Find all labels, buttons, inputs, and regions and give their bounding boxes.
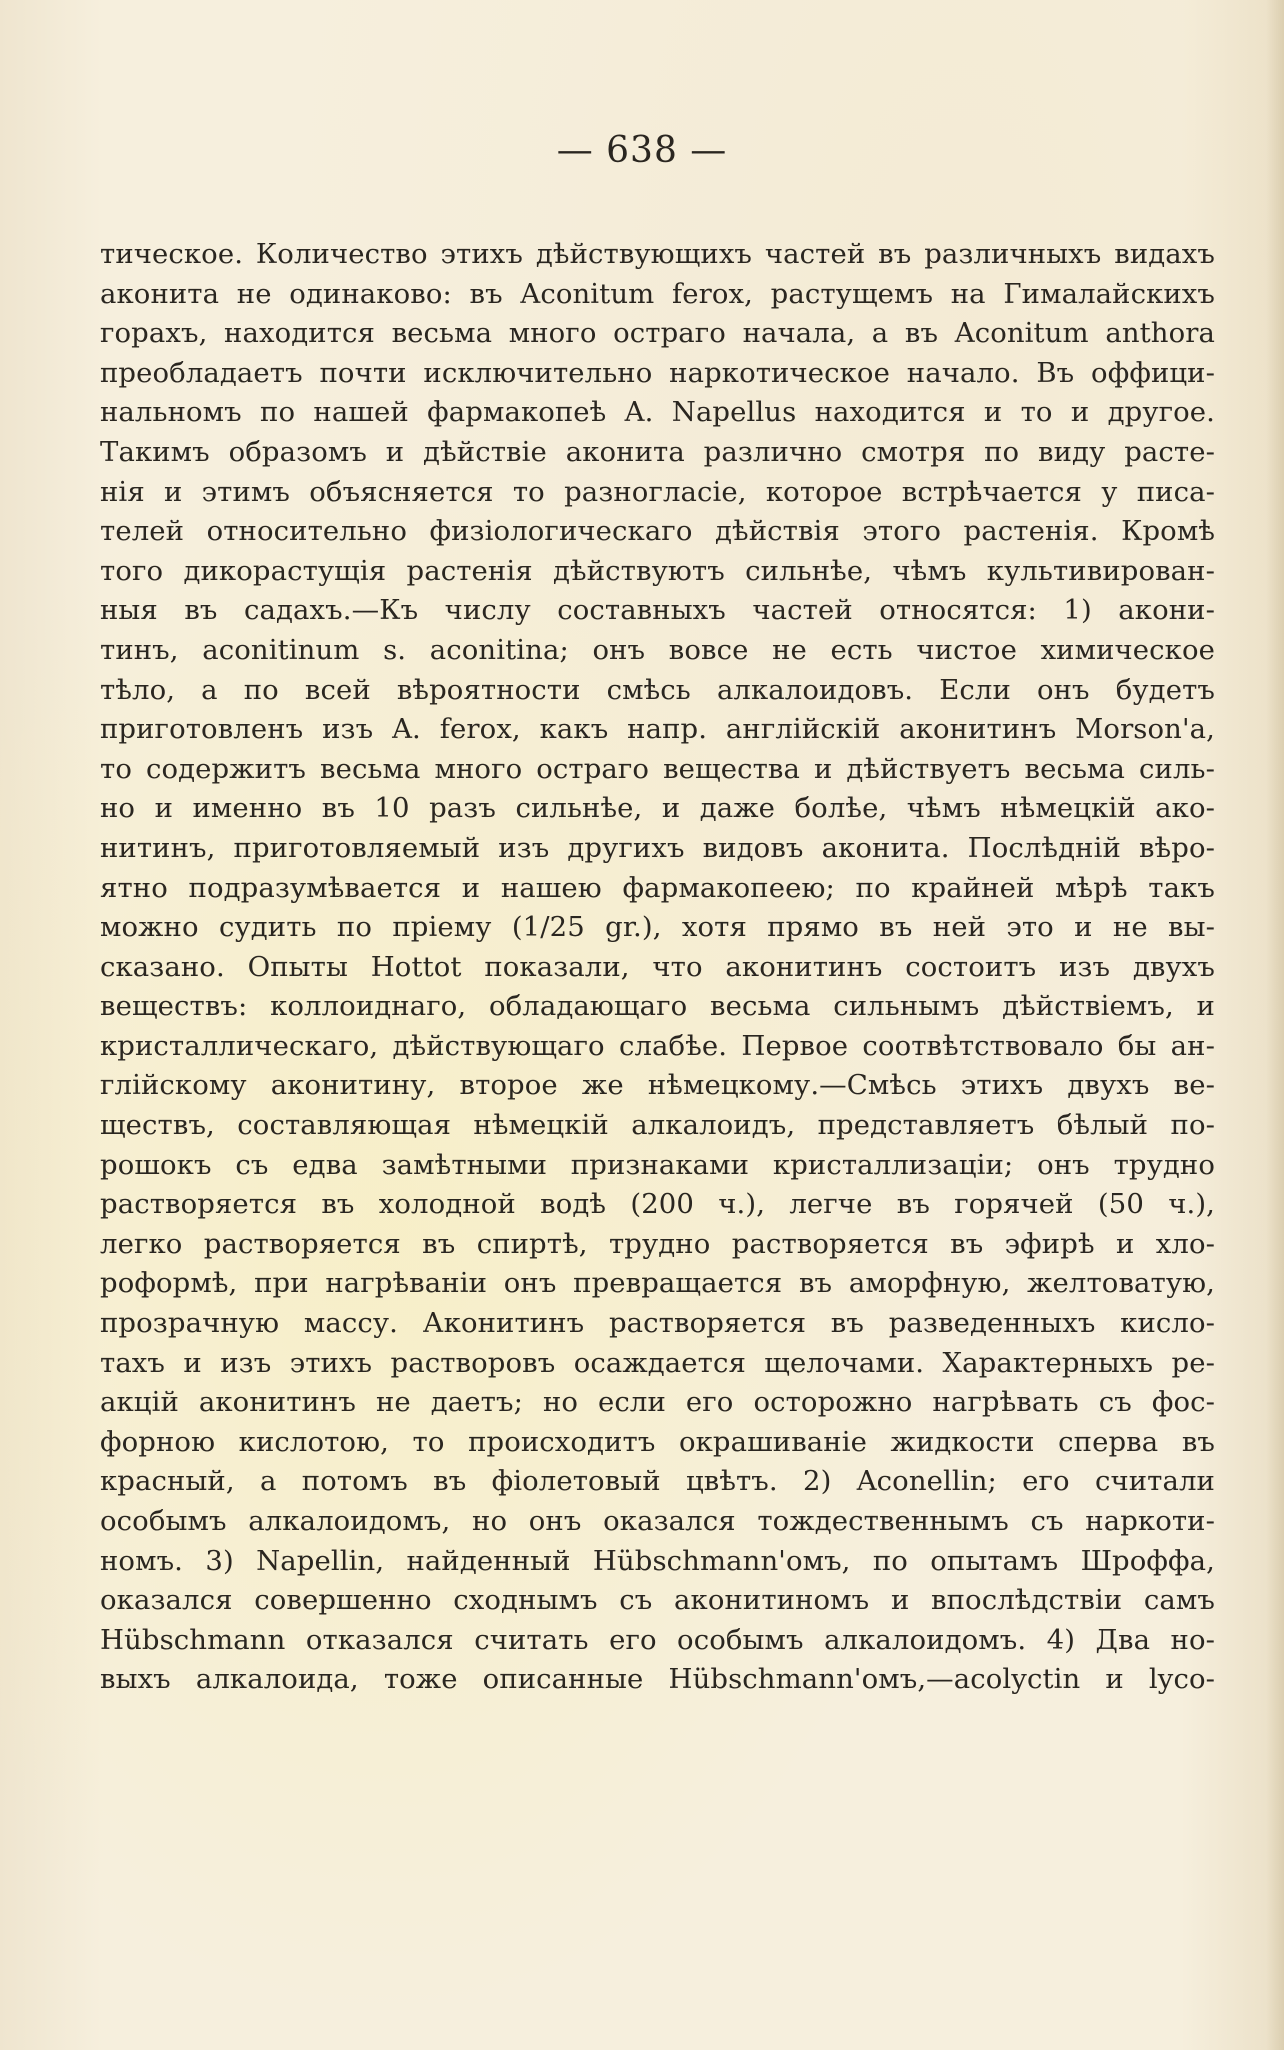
text-line: выхъ алкалоида, тоже описанные Hübschmann'омъ,—acolyctin и lyco-	[100, 1663, 1215, 1696]
text-line: нальномъ по нашей фармакопеѣ A. Napellus находится и то и другое.	[100, 396, 1215, 429]
text-line: телей относительно физіологическаго дѣйствія этого растенія. Кромѣ	[100, 515, 1215, 548]
text-line: тинъ, aconitinum s. aconitina; онъ вовсе не есть чистое химическое	[100, 633, 1215, 666]
text-line: то содержитъ весьма много остраго вещества и дѣйствуетъ весьма силь-	[100, 752, 1215, 785]
text-line: сказано. Опыты Hottot показали, что аконитинъ состоитъ изъ двухъ	[100, 950, 1215, 983]
text-line: нитинъ, приготовляемый изъ другихъ видовъ аконита. Послѣдній вѣро-	[100, 831, 1215, 864]
text-line: приготовленъ изъ A. ferox, какъ напр. англійскій аконитинъ Morson'а,	[100, 713, 1215, 746]
text-line: тѣло, а по всей вѣроятности смѣсь алкалоидовъ. Если онъ будетъ	[100, 673, 1215, 706]
text-line: растворяется въ холодной водѣ (200 ч.), легче въ горячей (50 ч.),	[100, 1188, 1215, 1221]
text-line: кристаллическаго, дѣйствующаго слабѣе. Первое соотвѣтствовало бы ан-	[100, 1029, 1215, 1062]
text-line: ятно подразумѣвается и нашею фармакопеею; по крайней мѣрѣ такъ	[100, 871, 1215, 904]
text-line: оказался совершенно сходнымъ съ аконитиномъ и впослѣдствіи самъ	[100, 1584, 1215, 1617]
text-line: Такимъ образомъ и дѣйствіе аконита различно смотря по виду расте-	[100, 435, 1215, 468]
text-line: форною кислотою, то происходитъ окрашиваніе жидкости сперва въ	[100, 1425, 1215, 1458]
text-line: но и именно въ 10 разъ сильнѣе, и даже болѣе, чѣмъ нѣмецкій ако-	[100, 792, 1215, 825]
text-line: нія и этимъ объясняется то разногласіе, которое встрѣчается у писа-	[100, 475, 1215, 508]
page-number: — 638 —	[556, 130, 728, 171]
text-line: тическое. Количество этихъ дѣйствующихъ частей въ различныхъ видахъ	[100, 238, 1215, 270]
text-line: аконита не одинаково: въ Aconitum ferox, растущемъ на Гималайскихъ	[100, 277, 1215, 310]
text-line: тахъ и изъ этихъ растворовъ осаждается щелочами. Характерныхъ ре-	[100, 1346, 1215, 1379]
text-line: красный, а потомъ въ фіолетовый цвѣтъ. 2) Aconellin; его считали	[100, 1465, 1215, 1498]
text-line: рошокъ съ едва замѣтными признаками кристаллизаціи; онъ трудно	[100, 1148, 1215, 1181]
text-line: акцій аконитинъ не даетъ; но если его осторожно нагрѣвать съ фос-	[100, 1386, 1215, 1419]
text-line: роформѣ, при нагрѣваніи онъ превращается въ аморфную, желтоватую,	[100, 1267, 1215, 1300]
body-text	[100, 235, 1215, 1700]
text-line: легко растворяется въ спиртѣ, трудно растворяется въ эфирѣ и хло-	[100, 1227, 1215, 1260]
page-edge-shadow	[1266, 0, 1284, 2050]
text-line: Hübschmann отказался считать его особымъ алкалоидомъ. 4) Два но-	[100, 1623, 1215, 1656]
text-line: преобладаетъ почти исключительно наркотическое начало. Въ оффици-	[100, 356, 1215, 389]
text-line: номъ. 3) Napellin, найденный Hübschmann'омъ, по опытамъ Шроффа,	[100, 1544, 1215, 1577]
text-line: глійскому аконитину, второе же нѣмецкому.—Смѣсь этихъ двухъ ве-	[100, 1069, 1215, 1102]
text-line: можно судить по пріему (1/25 gr.), хотя прямо въ ней это и не вы-	[100, 911, 1215, 944]
text-line: ныя въ садахъ.—Къ числу составныхъ частей относятся: 1) акони-	[100, 594, 1215, 627]
text-line: того дикорастущія растенія дѣйствуютъ сильнѣе, чѣмъ культивирован-	[100, 554, 1215, 587]
text-line: ществъ, составляющая нѣмецкій алкалоидъ, представляетъ бѣлый по-	[100, 1109, 1215, 1142]
text-line: прозрачную массу. Аконитинъ растворяется въ разведенныхъ кисло-	[100, 1307, 1215, 1340]
text-line: веществъ: коллоиднаго, обладающаго весьма сильнымъ дѣйствіемъ, и	[100, 990, 1215, 1023]
text-line: особымъ алкалоидомъ, но онъ оказался тождественнымъ съ наркоти-	[100, 1505, 1215, 1537]
text-line: горахъ, находится весьма много остраго начала, а въ Aconitum anthora	[100, 317, 1215, 350]
